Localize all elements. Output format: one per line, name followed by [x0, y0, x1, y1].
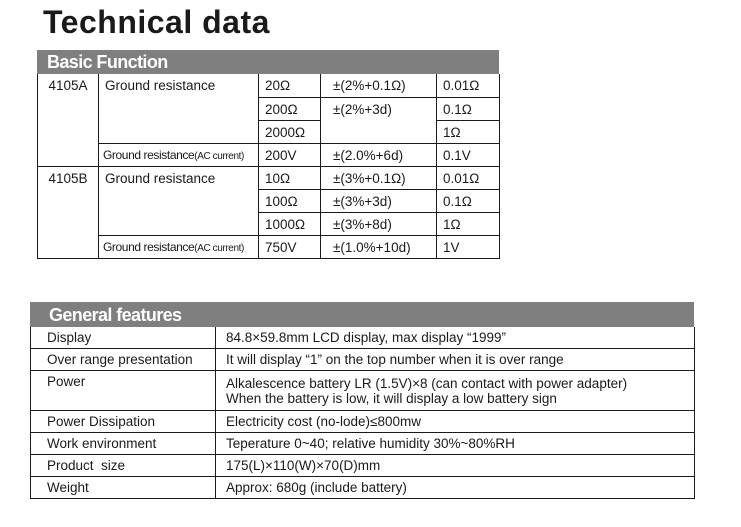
basic-function-header: Basic Function	[37, 50, 499, 74]
resolution-cell: 1V	[437, 236, 500, 259]
feature-label: Power	[31, 371, 216, 411]
resolution-cell: 0.01Ω	[437, 74, 500, 98]
range-cell: 200Ω	[259, 98, 321, 121]
feature-value: Electricity cost (no-lode)≤800mw	[216, 411, 695, 433]
feature-value	[216, 371, 695, 411]
range-cell: 10Ω	[259, 167, 321, 190]
accuracy-cell: ±(3%+0.1Ω)	[321, 167, 437, 190]
feature-label: Work environment	[31, 433, 216, 455]
table-row	[31, 411, 695, 433]
feature-label: Weight	[31, 477, 216, 499]
accuracy-cell: ±(3%+3d)	[321, 190, 437, 213]
ac-suffix: (AC current)	[194, 151, 244, 162]
feature-label: Product size	[31, 455, 216, 477]
feature-label: Power Dissipation	[31, 411, 216, 433]
range-cell: 2000Ω	[259, 121, 321, 144]
ac-label: Ground resistance	[103, 240, 195, 254]
feature-label: Over range presentation	[31, 349, 216, 371]
accuracy-cell: ±(2%+0.1Ω)	[321, 74, 437, 98]
feature-value: Approx: 680g (include battery)	[216, 477, 695, 499]
range-cell: 200V	[259, 144, 321, 167]
table-row	[38, 167, 500, 190]
range-cell: 20Ω	[259, 74, 321, 98]
resolution-cell: 0.01Ω	[437, 167, 500, 190]
general-features-header: General features	[30, 302, 694, 327]
table-row	[31, 477, 695, 499]
accuracy-cell: ±(3%+8d)	[321, 213, 437, 236]
feature-value-line: When the battery is low, it will display a low battery sign	[226, 390, 557, 406]
table-row	[38, 74, 500, 98]
resolution-cell: 1Ω	[437, 213, 500, 236]
range-cell: 100Ω	[259, 190, 321, 213]
table-row	[31, 349, 695, 371]
function-cell: Ground resistance	[99, 74, 259, 144]
table-row	[31, 327, 695, 349]
model-cell: 4105A	[38, 74, 99, 167]
table-row	[31, 455, 695, 477]
accuracy-cell: ±(2%+3d)	[321, 98, 437, 144]
table-row	[38, 144, 500, 167]
accuracy-cell: ±(2.0%+6d)	[321, 144, 437, 167]
ac-function-cell	[99, 236, 259, 259]
feature-value: 175(L)×110(W)×70(D)mm	[216, 455, 695, 477]
ac-function-cell	[99, 144, 259, 167]
resolution-cell: 0.1Ω	[437, 190, 500, 213]
range-cell: 750V	[259, 236, 321, 259]
table-row	[31, 433, 695, 455]
general-features-table	[30, 327, 695, 499]
model-cell: 4105B	[38, 167, 99, 259]
resolution-cell: 0.1V	[437, 144, 500, 167]
table-row	[38, 236, 500, 259]
range-cell: 1000Ω	[259, 213, 321, 236]
feature-value: Teperature 0~40; relative humidity 30%~80%RH	[216, 433, 695, 455]
ac-label: Ground resistance	[103, 148, 195, 162]
function-cell: Ground resistance	[99, 167, 259, 236]
feature-value-line: Alkalescence battery LR (1.5V)×8 (can contact with power adapter)	[226, 375, 628, 391]
feature-label: Display	[31, 327, 216, 349]
page-title: Technical data	[43, 4, 270, 40]
ac-suffix: (AC current)	[194, 243, 244, 254]
basic-function-table	[37, 74, 500, 259]
resolution-cell: 0.1Ω	[437, 98, 500, 121]
accuracy-cell: ±(1.0%+10d)	[321, 236, 437, 259]
feature-value: It will display “1” on the top number when it is over range	[216, 349, 695, 371]
feature-value: 84.8×59.8mm LCD display, max display “1999”	[216, 327, 695, 349]
table-row	[31, 371, 695, 411]
resolution-cell: 1Ω	[437, 121, 500, 144]
